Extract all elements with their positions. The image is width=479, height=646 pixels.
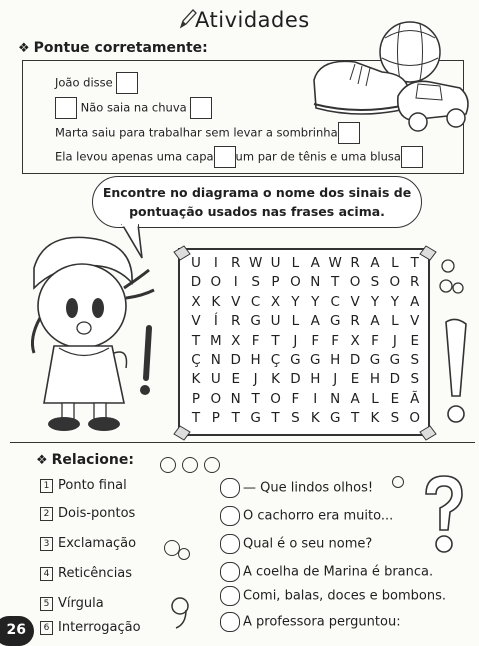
word-search-grid (186, 254, 425, 429)
word-search-cell[interactable]: S (370, 274, 380, 291)
speech-bubble-line-2: pontuação usados nas frases acima. (129, 204, 385, 219)
word-search-cell[interactable]: T (410, 255, 419, 271)
word-search-cell[interactable]: D (230, 351, 241, 368)
circle-decoration (204, 457, 220, 473)
speech-bubble (92, 176, 422, 228)
left-item-6 (40, 620, 141, 635)
word-search-cell[interactable]: T (251, 390, 260, 407)
item-number: 2 (40, 507, 53, 521)
tape-icon (418, 244, 438, 264)
word-search-cell[interactable]: R (231, 255, 241, 271)
sentence-4 (55, 146, 423, 168)
word-search-cell[interactable]: Y (291, 293, 300, 310)
word-search-cell[interactable]: G (310, 351, 321, 368)
sentence-2-text: Não saia na chuva (80, 100, 187, 115)
word-search-cell[interactable]: V (191, 313, 201, 330)
item-sentence: A coelha de Marina é branca. (243, 564, 434, 580)
word-search-cell[interactable]: G (329, 313, 341, 330)
word-search-cell[interactable]: L (391, 255, 399, 271)
sentence-1-text: João disse (55, 75, 113, 90)
left-item-4 (40, 566, 132, 581)
word-search-cell[interactable]: F (291, 390, 300, 407)
word-search-cell[interactable]: I (233, 274, 238, 291)
right-item-4 (220, 562, 433, 582)
item-sentence: Comi, balas, doces e bombons. (243, 588, 447, 604)
word-search-cell[interactable]: S (390, 410, 400, 427)
word-search-cell[interactable]: S (291, 410, 300, 427)
sentence-4-text-a: Ela levou apenas uma capa (55, 149, 214, 164)
item-label: Vírgula (58, 596, 104, 611)
word-search-cell[interactable]: Ã (410, 390, 420, 407)
word-search-cell[interactable]: U (270, 313, 281, 330)
word-search-cell[interactable]: L (291, 313, 300, 330)
word-search-frame (178, 248, 430, 436)
circle-decoration (178, 548, 190, 560)
word-search-cell[interactable]: A (370, 255, 380, 271)
word-search-cell[interactable]: N (230, 390, 241, 407)
word-search-cell[interactable]: P (211, 410, 220, 427)
right-item-3 (220, 534, 372, 554)
word-search-cell[interactable]: A (310, 313, 320, 330)
word-search-cell[interactable]: W (328, 255, 342, 271)
word-search-cell[interactable]: T (350, 410, 360, 427)
girl-illustration (14, 228, 164, 438)
right-item-6 (220, 612, 401, 632)
word-search-cell[interactable]: G (250, 410, 261, 427)
sentence-3-text: Marta saiu para trabalhar sem levar a sombrinha (55, 125, 338, 140)
word-search-cell[interactable]: O (409, 410, 421, 427)
word-search-cell[interactable]: O (210, 274, 222, 291)
word-search-cell[interactable]: Y (370, 293, 380, 310)
word-search-cell[interactable]: F (311, 332, 320, 349)
left-item-5 (40, 596, 104, 611)
word-search-cell[interactable]: N (210, 351, 221, 368)
word-search-cell[interactable]: P (191, 390, 201, 407)
word-search-cell[interactable]: Ç (191, 351, 201, 368)
word-search-cell[interactable]: O (349, 274, 361, 291)
word-search-cell[interactable]: A (350, 390, 360, 407)
sentence-2 (55, 97, 212, 119)
word-search-cell[interactable]: A (410, 293, 420, 310)
speech-bubble-line-1: Encontre no diagrama o nome dos sinais de (102, 185, 412, 200)
word-search-cell[interactable]: T (271, 410, 280, 427)
word-search-cell[interactable]: Í (213, 313, 218, 330)
word-search-cell[interactable]: G (250, 313, 261, 330)
word-search-cell[interactable]: V (231, 293, 241, 310)
answer-box[interactable] (220, 506, 240, 526)
word-search-cell[interactable]: T (191, 332, 201, 349)
circle-decoration (392, 476, 404, 488)
word-search-cell[interactable]: V (350, 293, 360, 310)
punctuation-box[interactable] (338, 122, 360, 144)
word-search-cell[interactable]: N (330, 390, 341, 407)
word-search-cell[interactable]: C (330, 293, 340, 310)
section2-heading (36, 452, 134, 468)
word-search-cell[interactable]: K (271, 371, 280, 388)
punctuation-box[interactable] (116, 72, 138, 94)
punctuation-box[interactable] (190, 97, 212, 119)
right-item-2 (220, 506, 393, 526)
word-search-cell[interactable]: M (210, 332, 222, 349)
page-title: Atividades (195, 8, 310, 32)
word-search-cell[interactable]: R (231, 313, 241, 330)
item-number: 3 (40, 537, 53, 551)
word-search-cell[interactable]: J (253, 371, 258, 388)
sentence-1 (55, 72, 138, 94)
circle-decoration (182, 457, 198, 473)
word-search-cell[interactable]: J (392, 332, 397, 349)
right-item-1 (220, 478, 373, 498)
word-search-cell[interactable]: H (369, 371, 381, 388)
word-search-cell[interactable]: S (251, 274, 260, 291)
word-search-cell[interactable]: E (231, 371, 240, 388)
word-search-cell[interactable]: D (290, 371, 301, 388)
word-search-cell[interactable]: D (349, 351, 361, 368)
bubbles-decoration (436, 258, 472, 318)
word-search-cell[interactable]: R (350, 255, 360, 271)
word-search-cell[interactable]: G (329, 410, 341, 427)
answer-box[interactable] (220, 478, 240, 498)
item-number: 5 (40, 597, 53, 611)
word-search-cell[interactable]: H (250, 351, 261, 368)
word-search-cell[interactable]: X (191, 293, 201, 310)
word-search-cell[interactable]: K (211, 293, 221, 310)
right-item-5 (220, 586, 446, 606)
left-item-3 (40, 536, 136, 551)
word-search-cell[interactable]: G (389, 351, 401, 368)
question-mark-icon (418, 472, 468, 562)
word-search-cell[interactable]: A (310, 255, 320, 271)
punctuation-box[interactable] (401, 146, 423, 168)
item-number: 4 (40, 567, 53, 581)
word-search-cell[interactable]: H (330, 351, 341, 368)
word-search-cell[interactable]: U (191, 255, 201, 271)
item-label: Dois-pontos (58, 506, 136, 521)
word-search-cell[interactable]: T (191, 410, 201, 427)
word-search-cell[interactable]: N (310, 274, 321, 291)
tape-icon (172, 424, 192, 444)
item-number: 6 (40, 621, 53, 635)
word-search-cell[interactable]: I (213, 255, 218, 271)
word-search-cell[interactable]: X (231, 332, 241, 349)
page-number: 26 (0, 616, 34, 646)
word-search-cell[interactable]: L (371, 390, 379, 407)
word-search-cell[interactable]: I (313, 390, 318, 407)
word-search-cell[interactable]: S (410, 351, 420, 368)
section1-heading-text: Pontue corretamente: (33, 40, 208, 56)
word-search-cell[interactable]: F (371, 332, 379, 349)
answer-box[interactable] (220, 534, 240, 554)
section2-heading-text: Relacione: (51, 452, 134, 468)
word-search-cell[interactable]: Y (390, 293, 399, 310)
item-label: Ponto final (58, 478, 127, 493)
left-item-2 (40, 506, 135, 521)
word-search-cell[interactable]: A (370, 313, 380, 330)
answer-box[interactable] (220, 612, 240, 632)
word-search-cell[interactable]: T (231, 410, 240, 427)
tape-icon (172, 244, 192, 264)
word-search-cell[interactable]: O (270, 390, 281, 407)
word-search-cell[interactable]: R (350, 313, 360, 330)
answer-box[interactable] (220, 586, 240, 606)
word-search-cell[interactable]: W (248, 255, 263, 271)
word-search-cell[interactable]: L (391, 313, 399, 330)
word-search-cell[interactable]: K (191, 371, 201, 388)
word-search-cell[interactable]: E (390, 390, 400, 407)
tape-icon (418, 424, 438, 444)
word-search-cell[interactable]: O (290, 274, 301, 291)
punctuation-box[interactable] (214, 146, 236, 168)
item-sentence: A professora perguntou: (243, 614, 401, 630)
item-sentence: Qual é o seu nome? (243, 536, 373, 552)
circle-decoration (160, 457, 176, 473)
word-search-cell[interactable]: Ç (270, 351, 281, 368)
word-search-cell[interactable]: F (331, 332, 340, 349)
word-search-cell[interactable]: J (293, 332, 298, 349)
sentence-3 (55, 122, 360, 144)
word-search-cell[interactable]: Y (311, 293, 320, 310)
item-label: Reticências (58, 566, 133, 581)
word-search-cell[interactable]: D (190, 274, 202, 291)
word-search-cell[interactable]: E (350, 371, 360, 388)
word-search-cell[interactable]: S (410, 371, 420, 388)
punctuation-box[interactable] (55, 97, 77, 119)
word-search-cell[interactable]: K (310, 410, 320, 427)
item-label: Exclamação (58, 536, 137, 551)
word-search-cell[interactable]: D (389, 371, 401, 388)
item-sentence: O cachorro era muito... (243, 508, 394, 524)
word-search-cell[interactable]: T (331, 274, 340, 291)
word-search-cell[interactable]: V (410, 313, 420, 330)
word-search-cell[interactable]: X (270, 293, 281, 310)
word-search-cell[interactable]: G (369, 351, 381, 368)
item-label: Interrogação (58, 620, 141, 635)
word-search-cell[interactable]: F (251, 332, 260, 349)
word-search-cell[interactable]: H (310, 371, 321, 388)
comma-icon (168, 596, 194, 632)
word-search-cell[interactable]: G (290, 351, 301, 368)
sentence-4-text-b: um par de tênis e uma blusa (235, 149, 401, 164)
word-search-cell[interactable]: J (333, 371, 338, 388)
section-divider (10, 442, 475, 443)
word-search-cell[interactable]: O (210, 390, 222, 407)
answer-box[interactable] (220, 562, 240, 582)
word-search-cell[interactable]: X (350, 332, 360, 349)
word-search-cell[interactable]: T (271, 332, 280, 349)
word-search-cell[interactable]: K (370, 410, 380, 427)
item-number: 1 (40, 479, 53, 493)
word-search-cell[interactable]: O (389, 274, 401, 291)
diamond-bullet-icon: ❖ (18, 41, 30, 56)
word-search-cell[interactable]: E (410, 332, 419, 349)
item-sentence: — Que lindos olhos! (243, 480, 374, 496)
left-item-1 (40, 478, 127, 493)
word-search-cell[interactable]: U (270, 255, 281, 271)
word-search-cell[interactable]: U (210, 371, 221, 388)
word-search-cell[interactable]: C (250, 293, 261, 310)
word-search-cell[interactable]: P (271, 274, 280, 291)
word-search-cell[interactable]: L (291, 255, 300, 271)
word-search-cell[interactable]: R (410, 274, 420, 291)
section1-heading (18, 40, 208, 56)
diamond-bullet-icon: ❖ (36, 453, 48, 468)
exclamation-icon (438, 318, 474, 428)
